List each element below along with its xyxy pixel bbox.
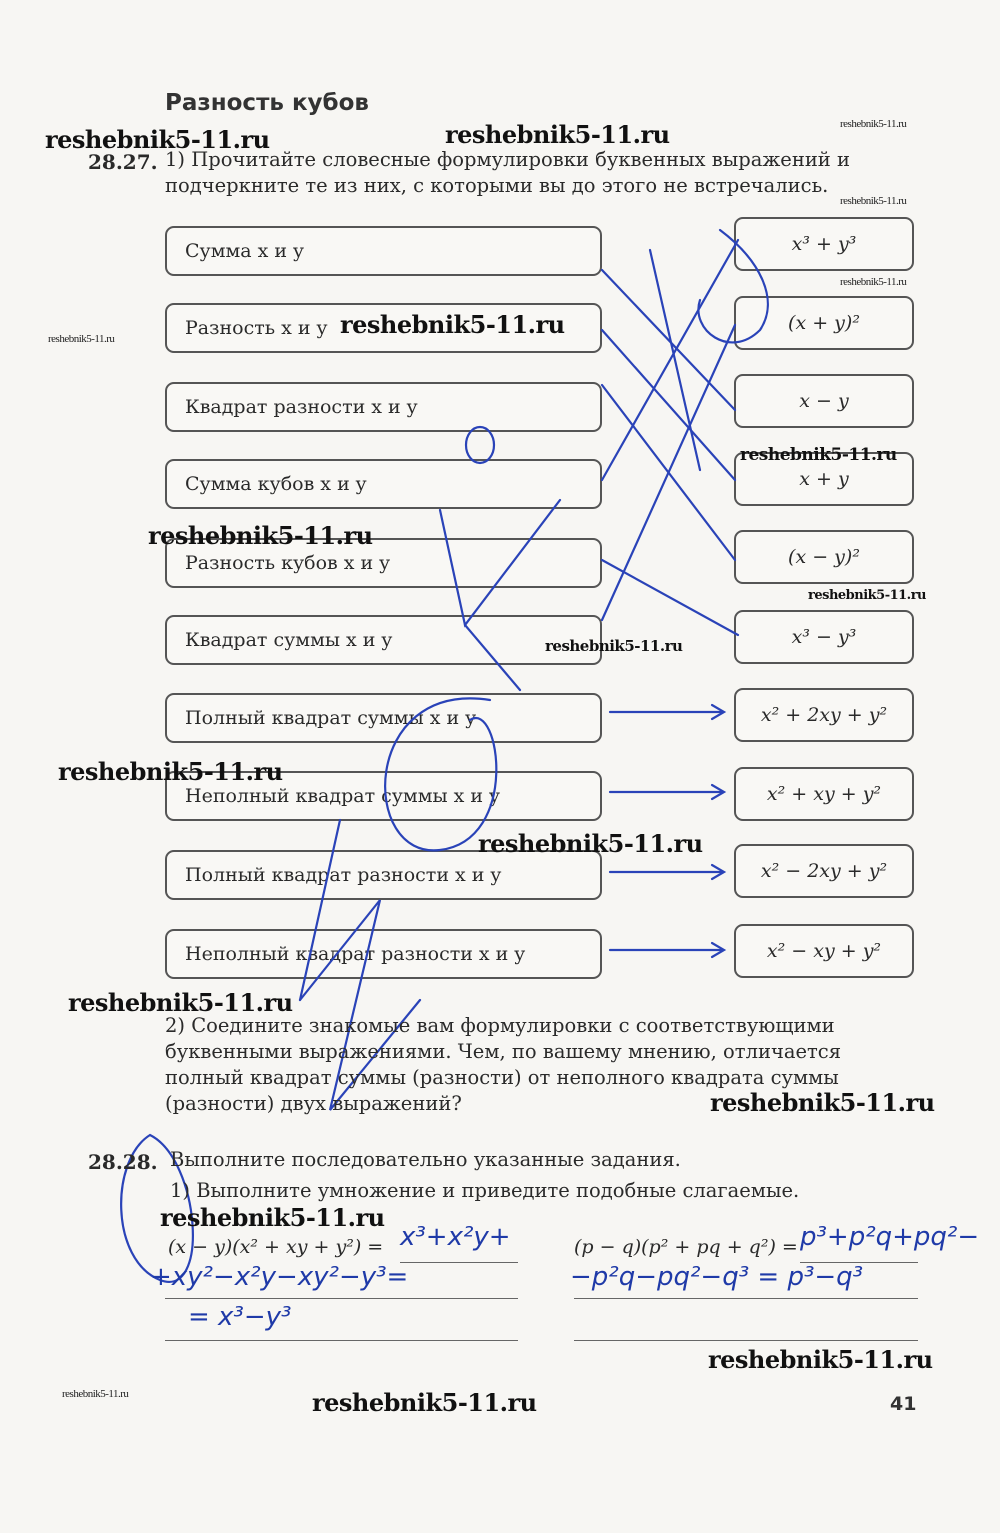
watermark: reshebnik5-11.ru: [840, 195, 907, 207]
answer-line: [574, 1340, 918, 1341]
watermark: reshebnik5-11.ru: [708, 1345, 933, 1374]
answer-line: [165, 1298, 518, 1299]
watermark: reshebnik5-11.ru: [740, 445, 897, 465]
right-box-6: x³ − y³: [734, 610, 914, 664]
section-title: Разность кубов: [165, 90, 369, 116]
watermark: reshebnik5-11.ru: [48, 333, 115, 345]
right-box-9: x² − 2xy + y²: [734, 844, 914, 898]
right-box-1: x³ + y³: [734, 217, 914, 271]
right-box-3: x − y: [734, 374, 914, 428]
expr-right: (p − q)(p² + pq + q²) =: [574, 1236, 798, 1258]
watermark: reshebnik5-11.ru: [45, 125, 270, 154]
watermark: reshebnik5-11.ru: [340, 310, 565, 339]
task-2828-title: Выполните последовательно указанные задания.: [170, 1148, 681, 1171]
watermark: reshebnik5-11.ru: [840, 118, 907, 130]
left-box-9: Полный квадрат разности x и y: [165, 850, 602, 900]
task-number-2827: 28.27.: [88, 150, 158, 174]
hand-answer-left-2: +xy²−x²y−xy²−y³=: [150, 1262, 409, 1292]
left-box-6: Квадрат суммы x и y: [165, 615, 602, 665]
hand-answer-left-3: = x³−y³: [188, 1302, 292, 1332]
watermark: reshebnik5-11.ru: [478, 829, 703, 858]
watermark: reshebnik5-11.ru: [445, 120, 670, 149]
task-2827-text-line2: подчеркните те из них, с которыми вы до этого не встречались.: [165, 174, 829, 197]
right-box-8: x² + xy + y²: [734, 767, 914, 821]
watermark: reshebnik5-11.ru: [710, 1088, 935, 1117]
left-box-5: Разность кубов x и y: [165, 538, 602, 588]
answer-line: [400, 1262, 518, 1263]
left-box-8: Неполный квадрат суммы x и y: [165, 771, 602, 821]
watermark: reshebnik5-11.ru: [148, 521, 373, 550]
left-box-7: Полный квадрат суммы x и y: [165, 693, 602, 743]
left-box-4: Сумма кубов x и y: [165, 459, 602, 509]
right-box-5: (x − y)²: [734, 530, 914, 584]
hand-answer-right-2: −p²q−pq²−q³ = p³−q³: [570, 1262, 864, 1292]
left-box-3: Квадрат разности x и y: [165, 382, 602, 432]
task-2827-part2-line3: полный квадрат суммы (разности) от неполного квадрата суммы: [165, 1066, 839, 1089]
watermark: reshebnik5-11.ru: [58, 757, 283, 786]
hand-answer-right-1: p³+p²q+pq²−: [800, 1222, 980, 1252]
watermark: reshebnik5-11.ru: [840, 276, 907, 288]
task-2827-part2-line4: (разности) двух выражений?: [165, 1092, 462, 1115]
left-box-2: Разность x и y: [165, 303, 602, 353]
page-number: 41: [890, 1393, 917, 1415]
task-2827-part2-line2: буквенными выражениями. Чем, по вашему мнению, отличается: [165, 1040, 842, 1063]
watermark: reshebnik5-11.ru: [160, 1203, 385, 1232]
answer-line: [165, 1340, 518, 1341]
expr-left: (x − y)(x² + xy + y²) =: [168, 1236, 384, 1258]
watermark: reshebnik5-11.ru: [312, 1388, 537, 1417]
watermark: reshebnik5-11.ru: [68, 988, 293, 1017]
watermark: reshebnik5-11.ru: [545, 637, 683, 655]
watermark: reshebnik5-11.ru: [808, 588, 927, 603]
answer-line: [574, 1298, 918, 1299]
left-box-1: Сумма x и y: [165, 226, 602, 276]
task-number-2828: 28.28.: [88, 1150, 158, 1174]
left-box-10: Неполный квадрат разности x и y: [165, 929, 602, 979]
task-2828-sub1: 1) Выполните умножение и приведите подобные слагаемые.: [170, 1179, 800, 1202]
hand-answer-left-1: x³+x²y+: [400, 1222, 511, 1252]
right-box-10: x² − xy + y²: [734, 924, 914, 978]
right-box-2: (x + y)²: [734, 296, 914, 350]
right-box-4: x + y: [734, 452, 914, 506]
right-box-7: x² + 2xy + y²: [734, 688, 914, 742]
task-2827-text-line1: 1) Прочитайте словесные формулировки буквенных выражений и: [165, 148, 851, 171]
watermark: reshebnik5-11.ru: [62, 1388, 129, 1400]
task-2827-part2-line1: 2) Соедините знакомые вам формулировки с соответствующими: [165, 1014, 835, 1037]
